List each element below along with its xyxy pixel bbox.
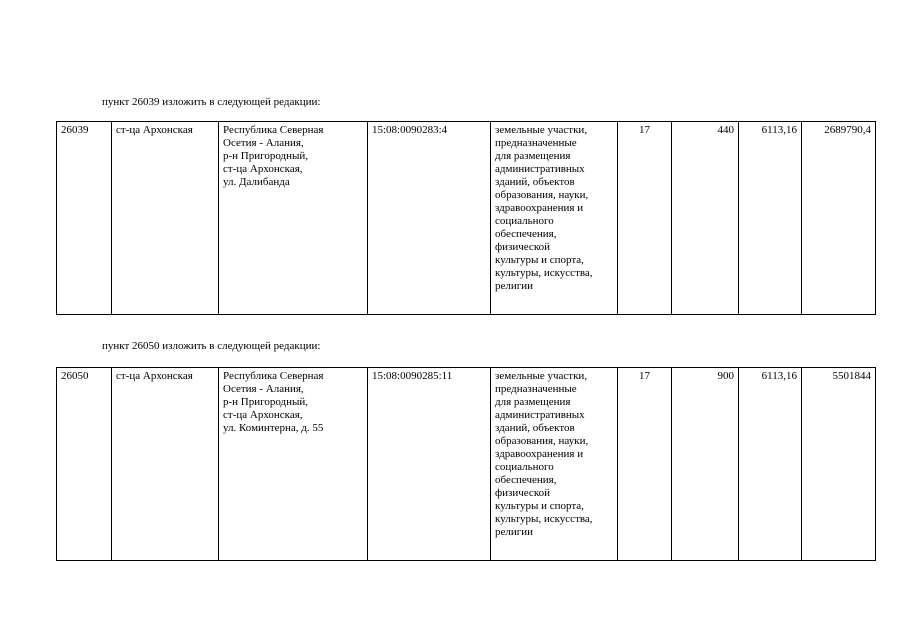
land-use-line: зданий, объектов <box>495 422 575 434</box>
land-use-line: обеспечения, <box>495 228 557 240</box>
land-use-line: земельные участки, <box>495 124 588 136</box>
address-line: Республика Северная <box>223 124 324 136</box>
value-cell: 2689790,4 <box>802 122 876 315</box>
rate-cell: 6113,16 <box>739 368 802 561</box>
address-line: р-н Пригородный, <box>223 150 309 162</box>
land-use-line: земельные участки, <box>495 370 588 382</box>
address-line: Республика Северная <box>223 370 324 382</box>
table-row <box>57 368 876 561</box>
value-cell: 5501844 <box>802 368 876 561</box>
address-line: ул. Далибанда <box>223 176 290 188</box>
address-cell <box>219 368 368 561</box>
address-line: р-н Пригородный, <box>223 396 309 408</box>
area-cell: 900 <box>672 368 739 561</box>
section-intro: пункт 26039 изложить в следующей редакции: <box>102 96 321 108</box>
section-intro: пункт 26050 изложить в следующей редакции: <box>102 340 321 352</box>
address-cell <box>219 122 368 315</box>
rate-cell: 6113,16 <box>739 122 802 315</box>
land-use-line: культуры, искусства, <box>495 267 593 279</box>
land-use-cell <box>491 122 618 315</box>
land-use-line: зданий, объектов <box>495 176 575 188</box>
land-use-line: образования, науки, <box>495 435 589 447</box>
table-row <box>57 122 876 315</box>
land-use-line: административных <box>495 163 585 175</box>
land-use-line: административных <box>495 409 585 421</box>
record-number-cell: 26050 <box>57 368 112 561</box>
land-use-line: здравоохранения и <box>495 202 584 214</box>
land-use-line: культуры и спорта, <box>495 254 584 266</box>
land-use-line: физической <box>495 241 550 253</box>
land-use-line: для размещения <box>495 396 571 408</box>
address-line: ул. Коминтерна, д. 55 <box>223 422 324 434</box>
address-line: Осетия - Алания, <box>223 383 304 395</box>
code-cell: 17 <box>618 122 672 315</box>
address-line: ст-ца Архонская, <box>223 163 303 175</box>
land-use-line: для размещения <box>495 150 571 162</box>
land-use-line: культуры и спорта, <box>495 500 584 512</box>
record-table <box>56 121 876 315</box>
land-use-line: физической <box>495 487 550 499</box>
land-use-cell <box>491 368 618 561</box>
record-table <box>56 367 876 561</box>
address-line: ст-ца Архонская, <box>223 409 303 421</box>
address-line: Осетия - Алания, <box>223 137 304 149</box>
locality-cell: ст-ца Архонская <box>112 368 219 561</box>
land-use-line: обеспечения, <box>495 474 557 486</box>
code-cell: 17 <box>618 368 672 561</box>
land-use-line: религии <box>495 280 534 292</box>
cadastral-number-cell: 15:08:0090285:11 <box>368 368 491 561</box>
land-use-line: религии <box>495 526 534 538</box>
land-use-line: культуры, искусства, <box>495 513 593 525</box>
land-use-line: социального <box>495 215 554 227</box>
locality-cell: ст-ца Архонская <box>112 122 219 315</box>
land-use-line: предназначенные <box>495 137 577 149</box>
land-use-line: здравоохранения и <box>495 448 584 460</box>
cadastral-number-cell: 15:08:0090283:4 <box>368 122 491 315</box>
area-cell: 440 <box>672 122 739 315</box>
land-use-line: социального <box>495 461 554 473</box>
land-use-line: образования, науки, <box>495 189 589 201</box>
land-use-line: предназначенные <box>495 383 577 395</box>
record-number-cell: 26039 <box>57 122 112 315</box>
